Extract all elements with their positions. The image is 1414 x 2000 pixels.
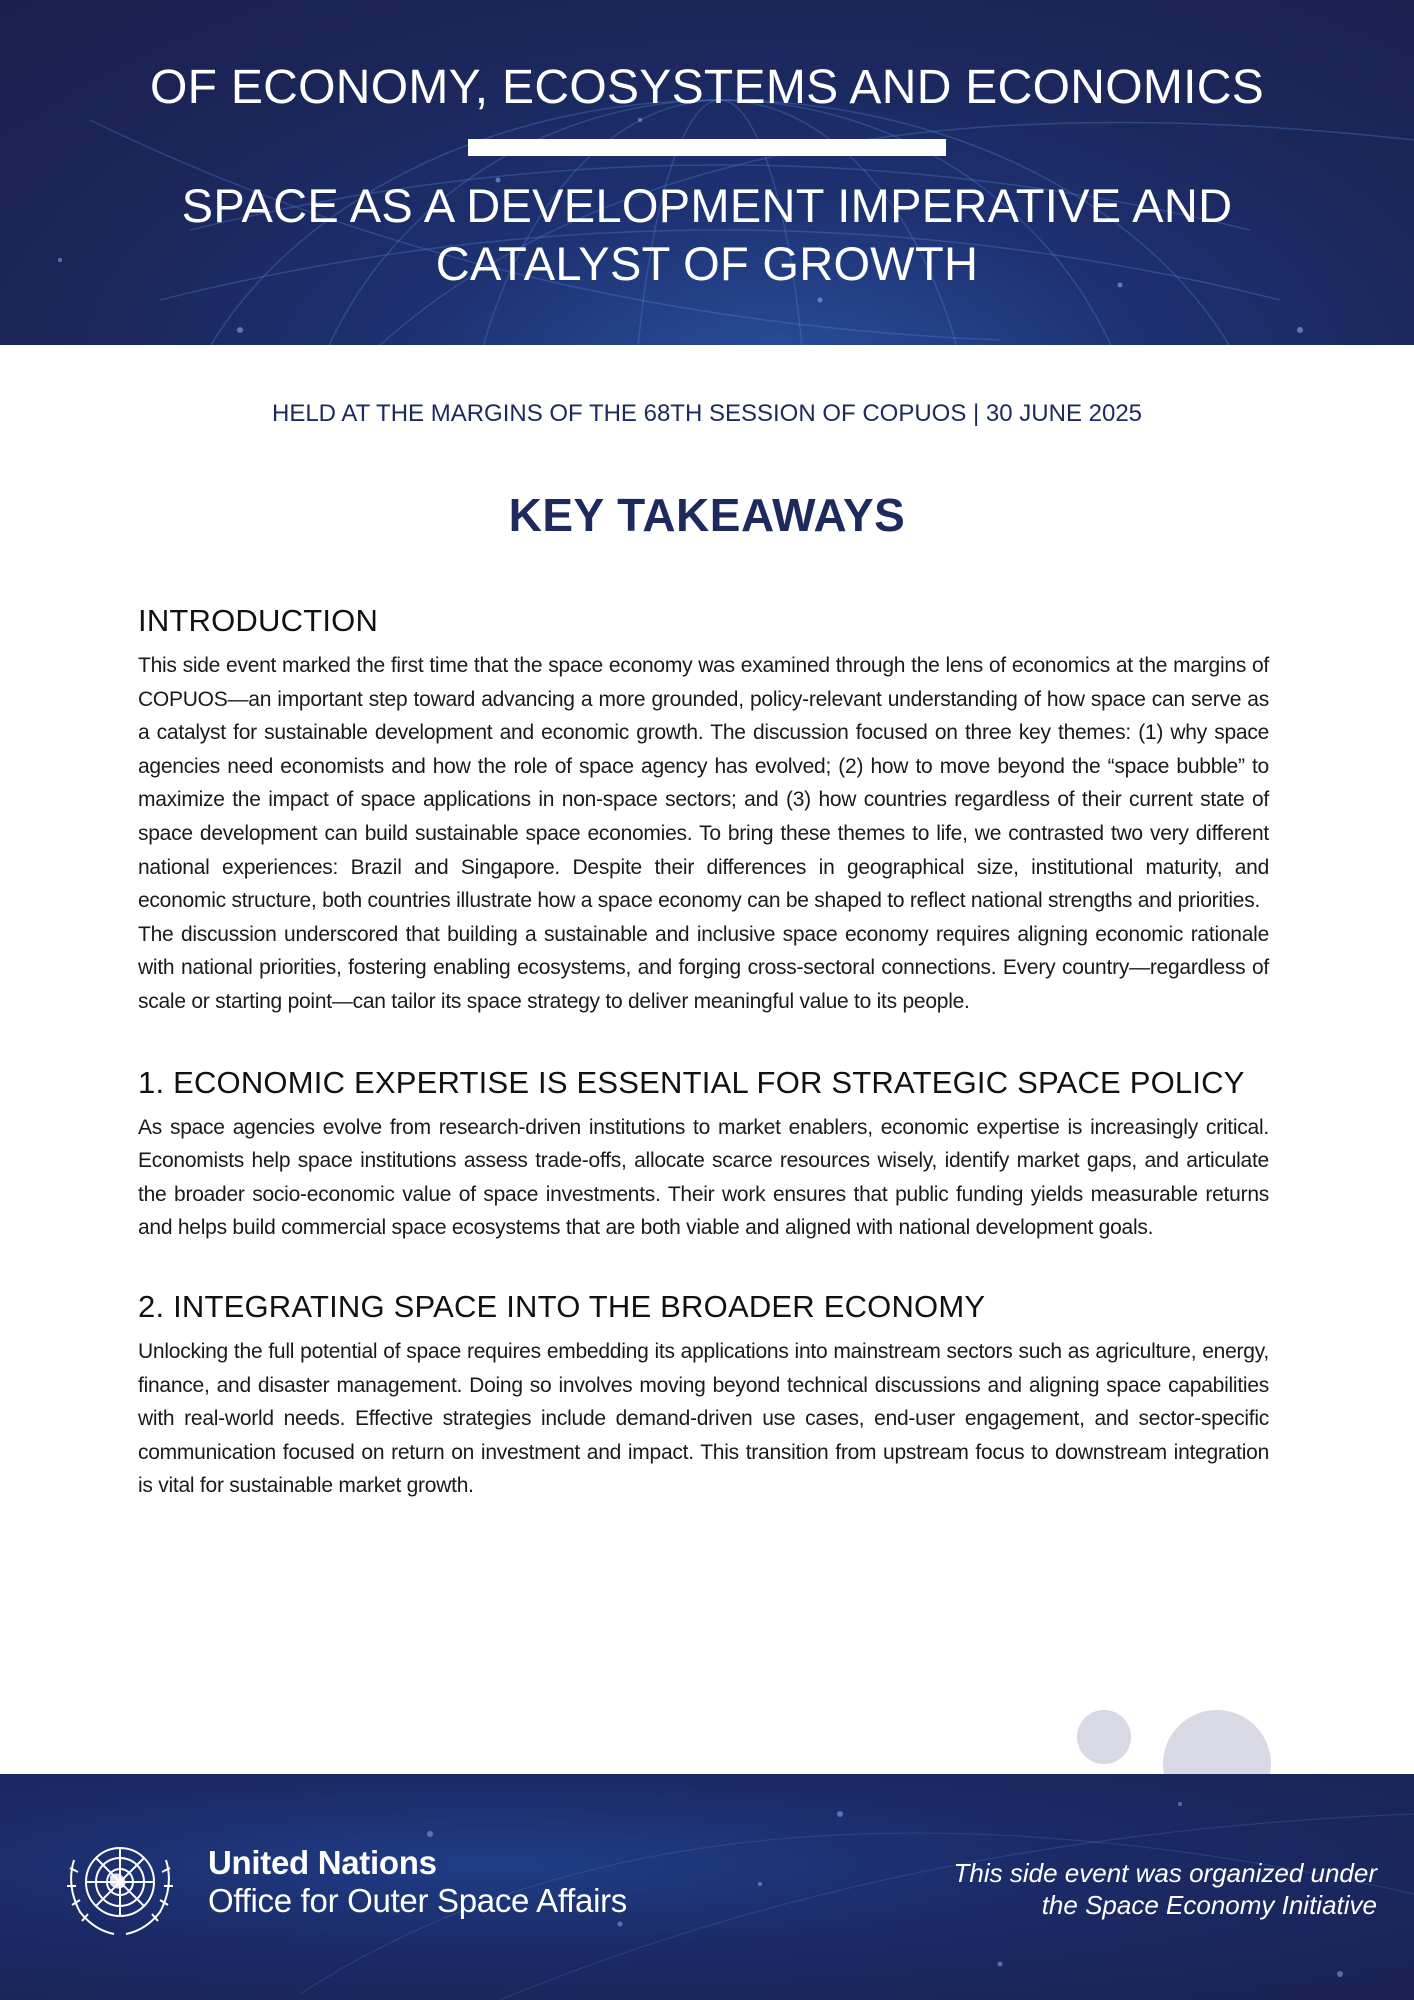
section-1-paragraph: As space agencies evolve from research-driven institutions to market enablers, economic expertise is increasingly critical. Economists help space institutions assess trade-offs, allocate scarce resources wisely, identify market gaps, and articulate the broader socio-economic value of space investments. Their work ensures that public funding yields measurable returns and helps build commercial space ecosystems that are both viable and aligned with national development goals. <box>138 1115 1269 1240</box>
footer-note-line-2: the Space Economy Initiative <box>1041 1890 1377 1920</box>
section-2-heading: 2. INTEGRATING SPACE INTO THE BROADER ECONOMY <box>138 1288 986 1324</box>
decorative-circle-small <box>1077 1710 1131 1764</box>
page-title: KEY TAKEAWAYS <box>508 489 906 541</box>
office-name: Office for Outer Space Affairs <box>208 1882 627 1919</box>
header-divider <box>468 139 946 156</box>
intro-heading: INTRODUCTION <box>138 603 379 638</box>
header-title-line-1: OF ECONOMY, ECOSYSTEMS AND ECONOMICS <box>149 61 1265 114</box>
intro-paragraph-1: This side event marked the first time that the space economy was examined through the lens of economics at the margins of COPUOS—an important step toward advancing a more grounded, policy-relevant understanding of how space can serve as a catalyst for sustainable development and economic growth. The discussion focused on three key themes: (1) why space agencies need economists and how the role of space agency has evolved; (2) how to move beyond the “space bubble” to maximize the impact of space applications in non-space sectors; and (3) how countries regardless of their current state of space development can build sustainable space economies. To bring these themes to life, we contrasted two very different national experiences: Brazil and Singapore. Despite their differences in geographical size, institutional maturity, and economic structure, both countries illustrate how a space economy can be shaped to reflect national strengths and priorities. <box>138 654 1269 913</box>
header-title-line-2-text: SPACE AS A DEVELOPMENT IMPERATIVE AND <box>181 179 1233 232</box>
header-title-line-2 <box>0 177 1414 293</box>
section-2-paragraph: Unlocking the full potential of space requires embedding its applications into mainstream sectors such as agriculture, energy, finance, and disaster management. Doing so involves moving beyond technical discussions and aligning space capabilities with real-world needs. Effective strategies include demand-driven use cases, end-user engagement, and sector-specific communication focused on return on investment and impact. This transition from upstream focus to downstream integration is vital for sustainable market growth. <box>138 1339 1269 1498</box>
header-banner <box>0 0 1414 345</box>
footer-note <box>954 1857 1377 1921</box>
intro-paragraph-2: The discussion underscored that building a sustainable and inclusive space economy requires aligning economic rationale with national priorities, fostering enabling ecosystems, and forging cross-sectoral connections. Every country—regardless of scale or starting point—can tailor its space strategy to deliver meaningful value to its people. <box>138 922 1269 1013</box>
section-1-heading: 1. ECONOMIC EXPERTISE IS ESSENTIAL FOR STRATEGIC SPACE POLICY <box>138 1064 1245 1100</box>
event-subtitle: HELD AT THE MARGINS OF THE 68TH SESSION OF COPUOS | 30 JUNE 2025 <box>271 400 1143 427</box>
header-title-line-3-text: CATALYST OF GROWTH <box>435 237 979 290</box>
globe-network-background <box>0 0 1414 345</box>
un-emblem-icon <box>50 1824 190 1940</box>
document-body <box>138 603 1269 1503</box>
org-name: United Nations <box>208 1844 437 1881</box>
footer-banner <box>0 1774 1414 2000</box>
footer-note-line-1: This side event was organized under <box>953 1858 1377 1888</box>
